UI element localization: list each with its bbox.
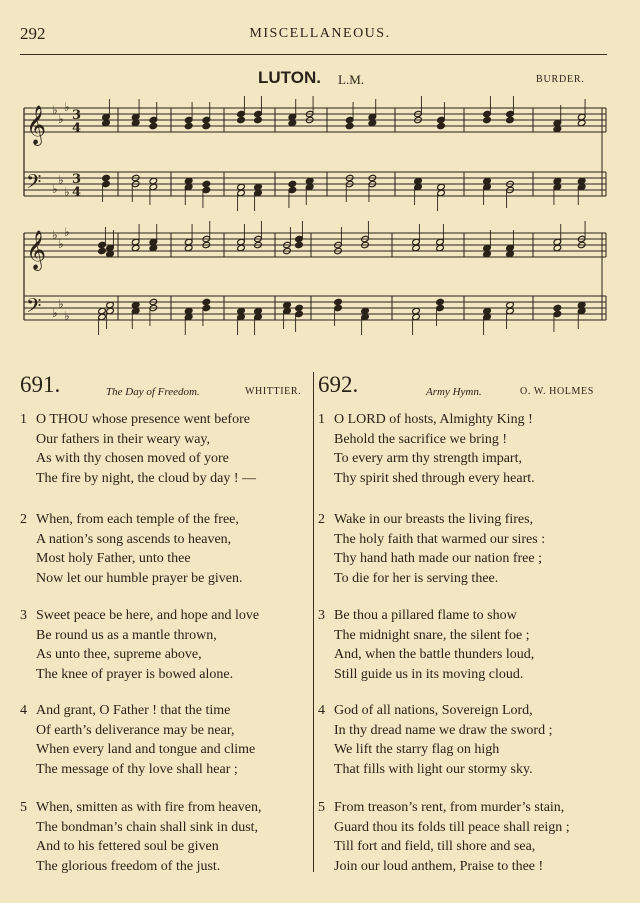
- hymn-number: 692.: [318, 372, 359, 397]
- flat-icon: ♭: [52, 228, 58, 242]
- verse-line: From treason’s rent, from murder’s stain,: [334, 800, 565, 815]
- verse-line: We lift the starry flag on high: [334, 742, 500, 757]
- verse-line: And grant, O Father ! that the time: [36, 703, 231, 718]
- note-head: [506, 116, 515, 123]
- flat-icon: ♭: [52, 182, 58, 196]
- verse-line: Of earth’s deliverance may be near,: [36, 722, 235, 738]
- note-head: [295, 241, 304, 248]
- verse-line: Behold the sacrifice we bring !: [334, 431, 507, 447]
- note-head: [295, 304, 304, 311]
- verse-line: And, when the battle thunders loud,: [334, 647, 535, 662]
- time-signature-top: 3: [72, 108, 82, 123]
- note-head: [202, 298, 211, 305]
- verse-line: The glorious freedom of the just.: [36, 858, 221, 874]
- verse-line: As with thy chosen moved of yore: [36, 451, 229, 466]
- verse-line: The holy faith that warmed our sires :: [334, 531, 546, 547]
- verse-line: That fills with light our stormy sky.: [334, 761, 533, 777]
- hymn-subject: The Day of Freedom.: [106, 386, 200, 398]
- flat-icon: ♭: [64, 225, 70, 239]
- treble-clef-icon: 𝄞: [26, 105, 47, 145]
- flat-icon: ♭: [64, 100, 70, 114]
- tune-composer: BURDER.: [536, 74, 585, 85]
- verse-line: God of all nations, Sovereign Lord,: [334, 703, 533, 718]
- time-signature-bottom: 4: [72, 121, 82, 136]
- note-head: [436, 298, 445, 305]
- verse-line: The fire by night, the cloud by day ! —: [36, 470, 257, 486]
- flat-icon: ♭: [58, 297, 64, 311]
- bass-clef-icon: 𝄢: [26, 170, 42, 198]
- verse-number: 1: [318, 412, 325, 427]
- verse-line: Join our loud anthem, Praise to thee !: [334, 858, 544, 874]
- note-head: [149, 122, 158, 129]
- verse-number: 1: [20, 412, 27, 427]
- verse-line: To die for her is serving thee.: [334, 570, 499, 586]
- hymn-author: O. W. HOLMES: [520, 386, 594, 397]
- hymn-author: WHITTIER.: [245, 386, 302, 397]
- header-rule: [20, 54, 607, 55]
- note-head: [202, 180, 211, 187]
- time-signature-bottom: 4: [72, 185, 82, 200]
- verse-line: O LORD of hosts, Almighty King !: [334, 412, 533, 427]
- verse-line: As unto thee, supreme above,: [36, 647, 202, 662]
- treble-clef-icon: 𝄞: [26, 230, 47, 270]
- verse-line: Guard thou its folds till peace shall reign ;: [334, 819, 570, 835]
- verse-number: 4: [318, 703, 325, 718]
- flat-icon: ♭: [58, 173, 64, 187]
- note-head: [98, 247, 107, 254]
- flat-icon: ♭: [52, 103, 58, 117]
- verse-line: Be thou a pillared flame to show: [334, 608, 517, 623]
- column-divider: [313, 372, 314, 872]
- time-signature-top: 3: [72, 172, 82, 187]
- page-number: 292: [20, 24, 46, 43]
- verse-line: Thy hand hath made our nation free ;: [334, 551, 542, 566]
- verse-line: Wake in our breasts the living fires,: [334, 512, 534, 527]
- flat-icon: ♭: [52, 306, 58, 320]
- section-title: MISCELLANEOUS.: [249, 26, 391, 41]
- verse-line: Our fathers in their weary way,: [36, 431, 211, 447]
- verse-line: The message of thy love shall hear ;: [36, 761, 238, 777]
- verse-line: When every land and tongue and clime: [36, 742, 256, 757]
- note-head: [483, 116, 492, 123]
- note-head: [437, 122, 446, 129]
- note-head: [288, 180, 297, 187]
- note-head: [202, 122, 211, 129]
- music-score: [0, 96, 640, 356]
- hymn-subject: Army Hymn.: [426, 386, 482, 398]
- verse-number: 4: [20, 703, 27, 718]
- verse-line: In thy dread name we draw the sword ;: [334, 722, 553, 738]
- verse-line: Now let our humble prayer be given.: [36, 570, 243, 586]
- flat-icon: ♭: [58, 237, 64, 251]
- verse-line: A nation’s song ascends to heaven,: [36, 531, 232, 547]
- verse-number: 5: [20, 800, 27, 815]
- verse-line: The knee of prayer is bowed alone.: [36, 666, 234, 682]
- verse-line: Most holy Father, unto thee: [36, 551, 191, 566]
- verse-line: Still guide us in its moving cloud.: [334, 666, 524, 682]
- note-head: [254, 116, 263, 123]
- verse-number: 3: [20, 608, 27, 623]
- note-head: [553, 304, 562, 311]
- verse-line: Sweet peace be here, and hope and love: [36, 608, 260, 623]
- verse-number: 5: [318, 800, 325, 815]
- verse-number: 3: [318, 608, 325, 623]
- note-head: [237, 116, 246, 123]
- note-head: [345, 122, 354, 129]
- verse-line: Thy spirit shed through every heart.: [334, 470, 535, 486]
- verse-line: To every arm thy strength impart,: [334, 451, 522, 466]
- verse-line: Till fort and field, till shore and sea,: [334, 839, 536, 854]
- page-header: [0, 24, 640, 44]
- verse-line: When, from each temple of the free,: [36, 512, 239, 527]
- note-head: [102, 174, 111, 181]
- note-head: [184, 122, 193, 129]
- hymn-number: 691.: [20, 372, 61, 397]
- verse-line: And to his fettered soul be given: [36, 839, 219, 854]
- flat-icon: ♭: [64, 185, 70, 199]
- verse-line: Be round us as a mantle thrown,: [36, 627, 217, 643]
- verse-number: 2: [318, 512, 325, 527]
- verse-line: When, smitten as with fire from heaven,: [36, 800, 262, 815]
- tune-meter: L.M.: [338, 72, 364, 87]
- verse-line: The midnight snare, the silent foe ;: [334, 627, 530, 643]
- tune-name: LUTON.: [258, 68, 321, 87]
- verse-line: The bondman’s chain shall sink in dust,: [36, 819, 259, 835]
- flat-icon: ♭: [64, 309, 70, 323]
- flat-icon: ♭: [58, 112, 64, 126]
- note-head: [334, 298, 343, 305]
- verse-line: O THOU whose presence went before: [36, 412, 250, 427]
- verse-number: 2: [20, 512, 27, 527]
- bass-clef-icon: 𝄢: [26, 294, 42, 322]
